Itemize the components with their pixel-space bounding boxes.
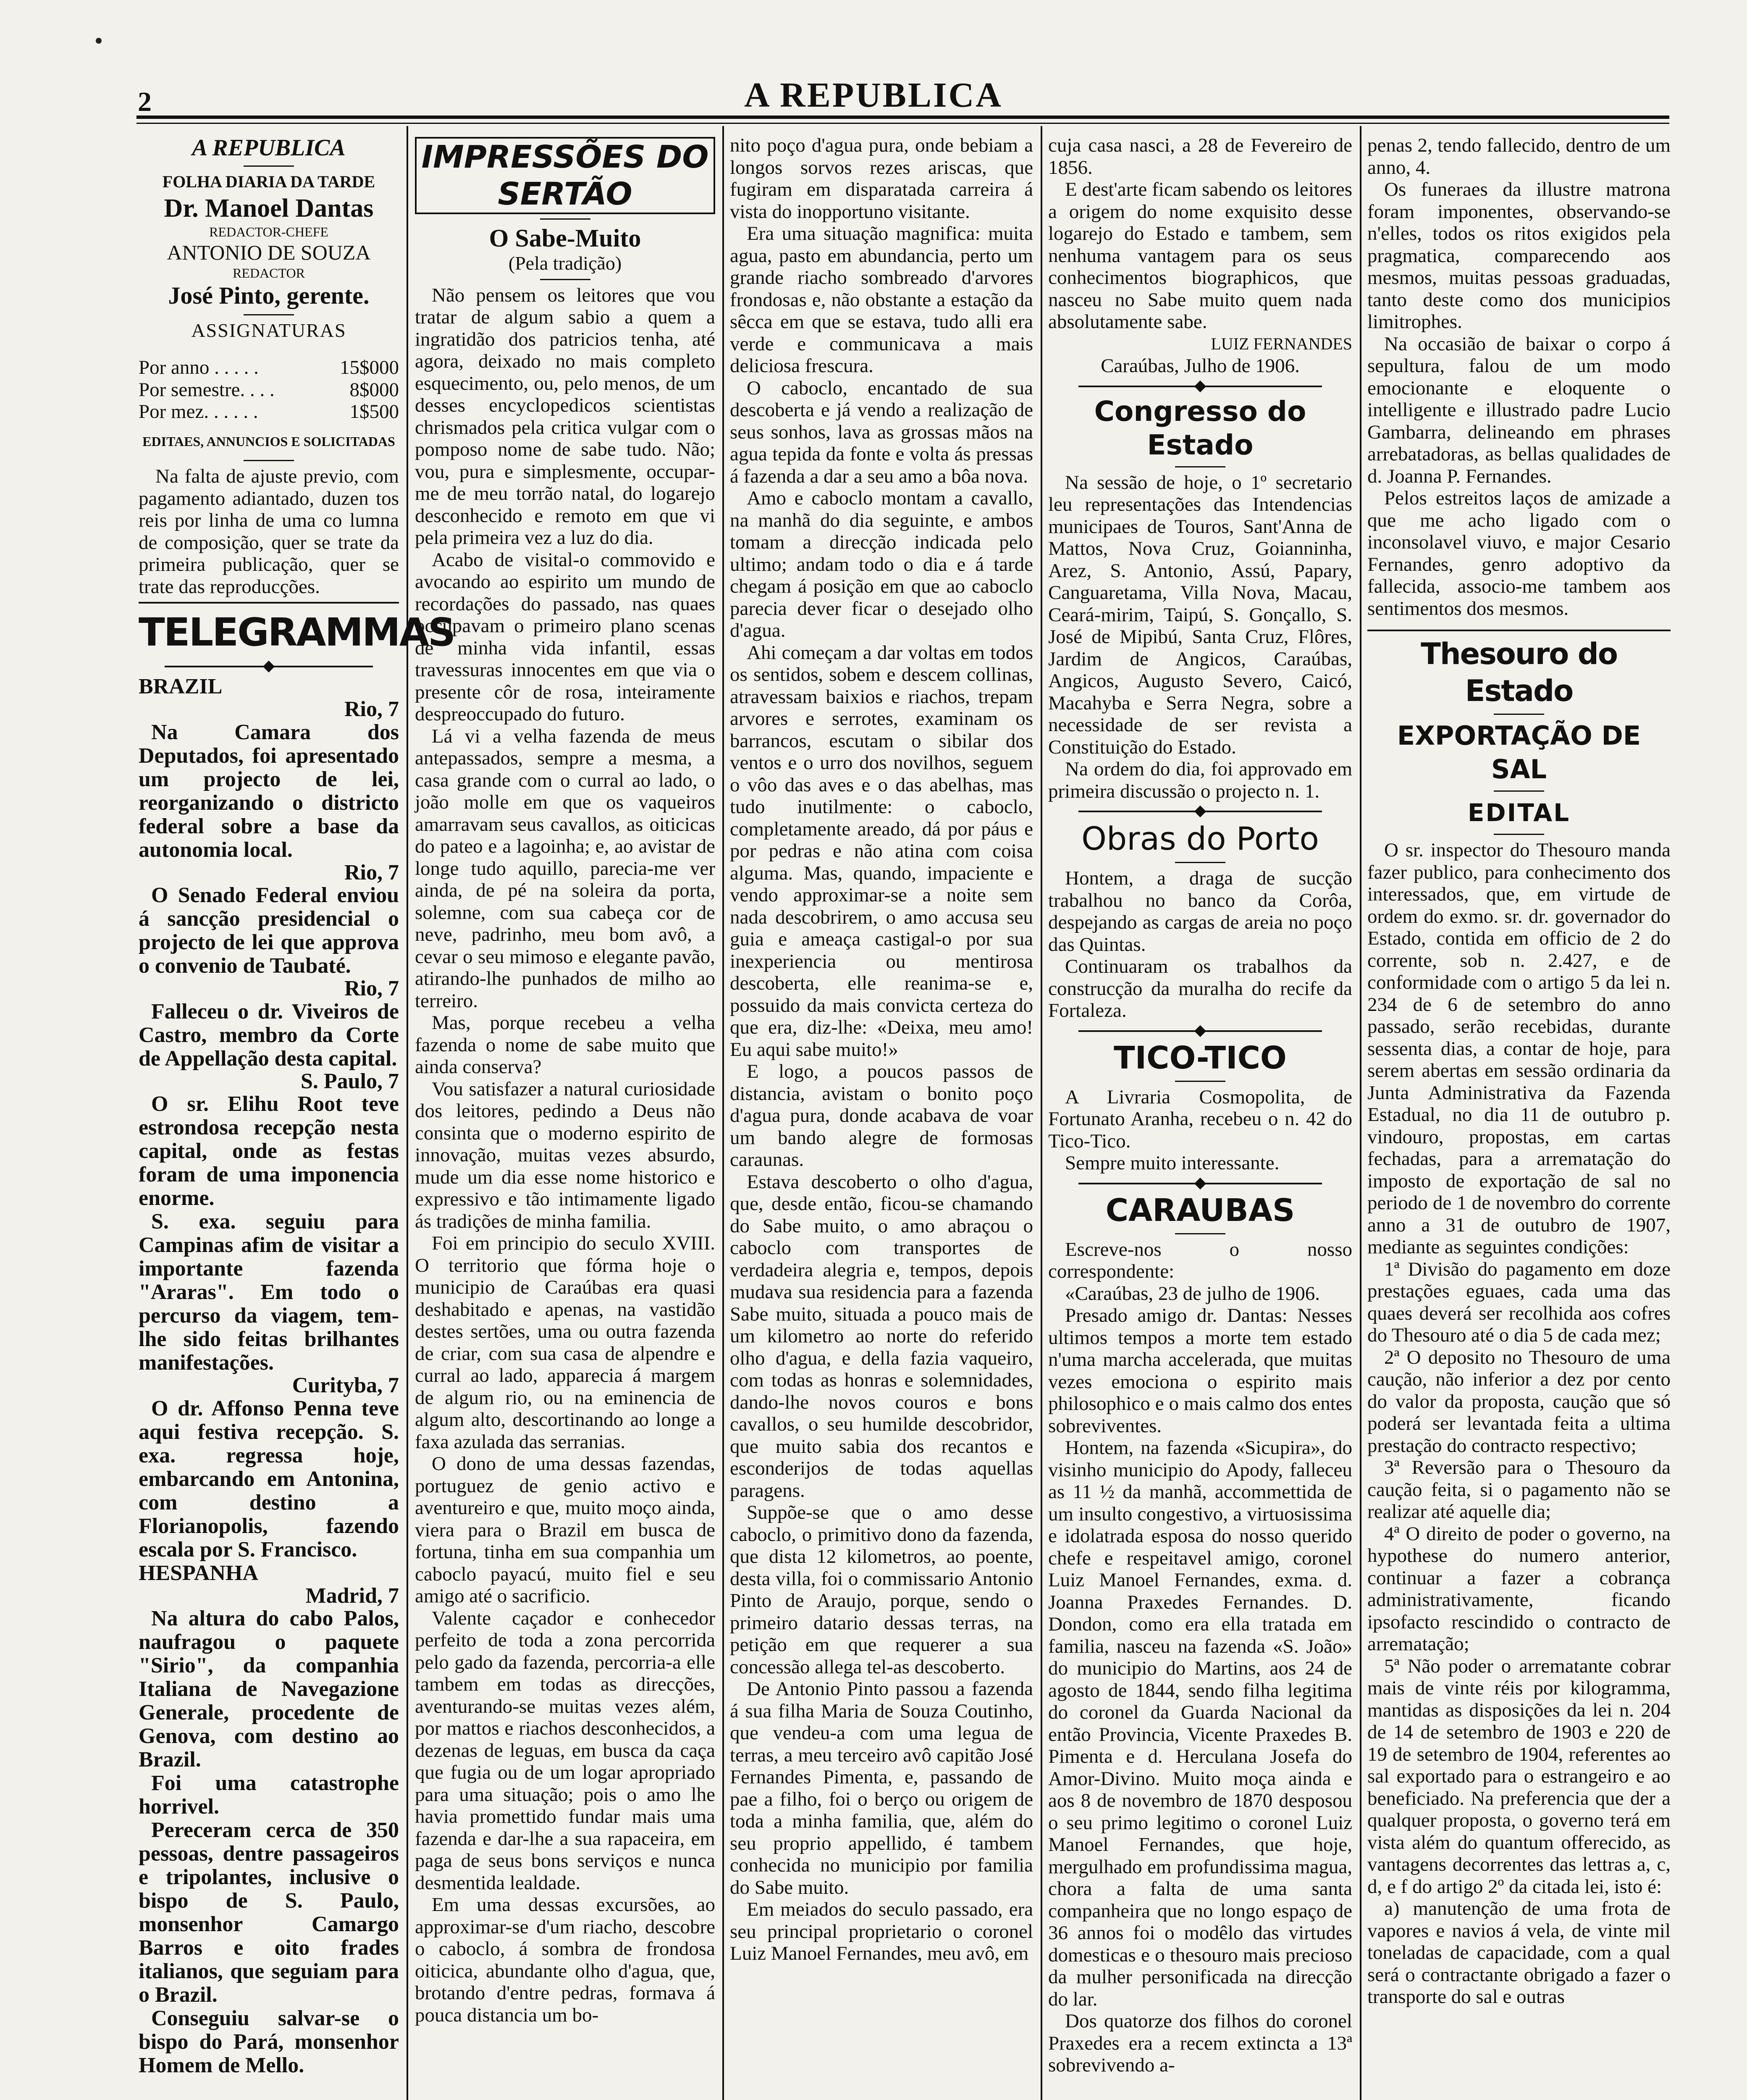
telegram-place: Curityba, 7 xyxy=(292,1373,399,1397)
paragraph: Vou satisfazer a natural curiosidade dos leitores, pedindo a Deus não consinta que o moderno espirito de innovação, muitas vezes absurdo, mude um dia esse nome historico e expressivo e tão intimamente ligado ás tradições de minha familia. xyxy=(415,1078,715,1232)
ornament-divider xyxy=(139,662,399,671)
section-head-congress: Congresso do Estado xyxy=(1094,395,1306,461)
telegram-text: Na Camara dos Deputados, foi apresentado um projecto de lei, reorganizando o districto federal sobre a base da autonomia local. xyxy=(139,720,399,862)
subscription-row xyxy=(139,379,399,401)
column-5 xyxy=(1367,134,1671,2100)
editor-role: REDACTOR xyxy=(233,265,305,281)
ornament-divider xyxy=(1048,806,1352,816)
telegram-text: S. exa. seguiu para Campinas afim de visitar a importante fazenda "Araras". Em todo o percurso da viagem, tem-lhe sido feitas brilhantes manifestações. xyxy=(139,1210,399,1375)
telegram-text: Pereceram cerca de 350 pessoas, dentre passageiros e tripolantes, inclusive o bispo de S. Paulo, monsenhor Camargo Barros e oito frades italianos, que seguiam para o Brazil. xyxy=(139,1818,399,2007)
divider xyxy=(1494,790,1544,792)
paragraph: Presado amigo dr. Dantas: Nesses ultimos tempos a morte tem estado n'uma marcha accelerada, que muitas vezes emociona o espirito mais philosophico e o mais calmo dos entes sobreviventes. xyxy=(1048,1305,1352,1437)
telegram-place: Madrid, 7 xyxy=(305,1583,399,1608)
divider xyxy=(1494,714,1544,715)
paragraph: Hontem, na fazenda «Sicupira», do visinho municipio do Apody, falleceu as 11 ½ da manhã, accommettida de um insulto congestivo, a virtuosissima e idolatrada esposa do nosso querido chefe e respeitavel amigo, coronel Luiz Manoel Fernandes, exma. d. Joanna Praxedes Fernandes. D. Dondon, como era ella tratada em familia, nasceu na fazenda «S. João» do municipio do Martins, aos 24 de agosto de 1844, sendo filha legitima do coronel da Guarda Nacional da então Provincia, Vicente Praxedes B. Pimenta e d. Herculana Josefa do Amor-Divino. Muito moça ainda e aos 8 de novembro de 1870 desposou o seu primo legitimo o coronel Luiz Manoel Fernandes, que hoje, mergulhado em profundissima magua, chora a falta de uma santa companheira que no longo espaço de 36 annos foi o modêlo das virtudes domesticas e o thesouro mais precioso da mulher personificada na direcção do lar. xyxy=(1048,1437,1352,2010)
paragraph: 5ª Não poder o arrematante cobrar mais de vinte réis por kilogramma, mantidas as disposições da lei n. 204 de 14 de setembro de 1903 e 220 de 19 de setembro de 1904, referentes ao sal exportado para o estrangeiro e ao beneficiado. Na preferencia que der a qualquer proposta, o governo terá em vista além do quantum offerecido, as vantagens decorrentes das lettras a, c, d, e f do artigo 2º da citada lei, isto é: xyxy=(1367,1655,1671,1898)
paragraph: Mas, porque recebeu a velha fazenda o nome de sabe muito que ainda conserva? xyxy=(415,1012,715,1078)
edital-head: EDITAL xyxy=(1467,798,1571,827)
column-2 xyxy=(415,134,715,2100)
place-date: Caraúbas, Julho de 1906. xyxy=(1101,355,1300,377)
subscription-price: 15$000 xyxy=(340,357,399,378)
paragraph: Não pensem os leitores que vou tratar de algum sabio a quem a ingratidão dos patricios tenha, até agora, deixado no mais completo esquecimento, ou, pelo menos, de um desses encyclopedicos scientistas chrismados pela critica vulgar com o pomposo nome de sabe tudo. Não; vou, pura e simplesmente, occupar-me de meu torrão natal, do logarejo desconhecido e remoto em que vi pela primeira vez a luz do dia. xyxy=(415,284,715,549)
paragraph: Era uma situação magnifica: muita agua, pasto em abundancia, perto um grande riacho sombreado d'arvores frondosas e, não obstante a estação da sêcca em que se estava, tudo alli era verde e communicava a mais deliciosa frescura. xyxy=(730,223,1033,377)
paragraph: O caboclo, encantado de sua descoberta e já vendo a realização de seus sonhos, lava as grossas mãos na agua tepida da fonte e volta ás pressas á fazenda a dar a seu amo a bôa nova. xyxy=(730,377,1033,487)
section-head-exportacao: EXPORTAÇÃO DE SAL xyxy=(1397,720,1641,785)
telegram-text: Falleceu o dr. Viveiros de Castro, membro da Corte de Appellação desta capital. xyxy=(139,999,399,1071)
paragraph: Amo e caboclo montam a cavallo, na manhã do dia seguinte, e ambos tomam a direcção indicada pelo ultimo; andam todo o dia e á tarde chegam á posição em que ao caboclo parecia dever ficar o desejado olho d'agua. xyxy=(730,487,1033,641)
telegrams-head: TELEGRAMMAS xyxy=(139,610,455,655)
ads-head: EDITAES, ANNUNCIOS E SOLICITADAS xyxy=(142,433,395,449)
article-title: O Sabe-Muito xyxy=(489,224,641,252)
editor-chief-role: REDACTOR-CHEFE xyxy=(209,224,328,239)
telegram-place: Rio, 7 xyxy=(344,860,399,885)
divider xyxy=(1175,862,1225,863)
paragraph: Em uma dessas excursões, ao approximar-se d'um riacho, descobre o caboclo, á sombra de frondosa oiticica, abundante olho d'agua, que, brotando d'entre pedras, formava á pouca distancia um bo- xyxy=(415,1894,715,2026)
editor-name: ANTONIO DE SOUZA xyxy=(167,240,371,264)
paragraph: cuja casa nasci, a 28 de Fevereiro de 1856. xyxy=(1048,134,1352,178)
paragraph: Foi em principio do seculo XVIII. O territorio que fórma hoje o municipio de Caraúbas era quasi deshabitado e apenas, na vastidão destes sertões, uma ou outra fazenda de criar, com sua casa de alpendre e curral ao lado, apparecia á margem de algum rio, ou na eminencia de algum alto, descortinando ao longe a faxa azulada das serranias. xyxy=(415,1232,715,1453)
paragraph: Lá vi a velha fazenda de meus antepassados, sempre a mesma, a casa grande com o curral ao lado, o joão molle em que os vaqueiros amarravam seus cavallos, as oiticicas do pateo e a lagoinha; e, ao avistar de longe tudo aquillo, parecia-me ver ainda, de pé na soleira da porta, solemne, com sua cabeça cor de neve, padrinho, meu bom avô, a cevar o seu mimoso e elegante pavão, atirando-lhe punhados de milho ao terreiro. xyxy=(415,725,715,1012)
paragraph: 2ª O deposito no Thesouro de uma caução, não inferior a dez por cento do valor da proposta, caução que só poderá ser levantada feita a ultima prestação do contracto respectivo; xyxy=(1367,1346,1671,1457)
paragraph: Continuaram os trabalhos da construcção da muralha do recife da Fortaleza. xyxy=(1048,956,1352,1021)
masthead-rule xyxy=(136,116,1669,119)
ink-dot xyxy=(96,38,102,44)
column-separator xyxy=(407,126,408,2100)
paragraph: a) manutenção de uma frota de vapores e navios á vela, de vinte mil toneladas de capacidade, com a qual será o contractante obrigado a fazer o transporte do sal e outras xyxy=(1367,1898,1671,2008)
paragraph: 4ª O direito de poder o governo, na hypothese do numero anterior, continuar a fazer a cobrança administrativamente, ficando ipsofacto rescindido o contracto de arrematação; xyxy=(1367,1522,1671,1655)
divider xyxy=(1367,630,1671,631)
telegram-place: Rio, 7 xyxy=(344,976,399,1000)
subscription-price: 8$000 xyxy=(349,378,399,401)
section-head-tico: TICO-TICO xyxy=(1114,1040,1287,1076)
editor-chief: Dr. Manoel Dantas xyxy=(164,194,374,223)
telegram-text: O Senado Federal enviou á sancção presidencial o projecto de lei que approva o convenio de Taubaté. xyxy=(139,883,399,978)
paragraph: E logo, a poucos passos de distancia, avistam o bonito poço d'agua pura, donde acabava de voar um bando alegre de formosas caraunas. xyxy=(730,1060,1033,1171)
telegram-text: Na altura do cabo Palos, naufragou o paquete "Sirio", da companhia Italiana de Navegazione Generale, procedente de Genova, com destino ao Brazil. xyxy=(139,1606,399,1772)
column-separator xyxy=(1360,126,1361,2100)
column-separator xyxy=(722,126,724,2100)
paragraph: 3ª Reversão para o Thesouro da caução feita, si o pagamento não se realizar até aquelle dia; xyxy=(1367,1457,1671,1522)
paragraph: Ahi começam a dar voltas em todos os sentidos, sobem e descem collinas, atravessam baixios e riachos, trepam arvores e serrotes, examinam os barrancos, escutam o sibilar dos ventos e o urro dos novilhos, seguem o vôo das aves e o das abelhas, mas tudo inutilmente: o caboclo, completamente areado, dá por páus e por pedras e não atina com coisa alguma. Mas, quando, impaciente e vendo approximar-se a noite sem nada descobrirem, o amo accusa seu guia e ameaça castigal-o por sua inexperiencia ou mentirosa descoberta, elle reanima-se e, possuido da mais convicta certeza do que era, diz-lhe: «Deixa, meu amo! Eu aqui sabe muito!» xyxy=(730,641,1033,1060)
paper-name: A REPUBLICA xyxy=(192,135,346,161)
subscription-label: Por semestre. . . . xyxy=(139,378,275,401)
article-head: IMPRESSÕES DO SERTÃO xyxy=(415,137,715,214)
paragraph: Pelos estreitos laços de amizade a que me acho ligado com o inconsolavel viuvo, e major Cesario Fernandes, genro adoptivo da fallecida, associo-me tambem aos sentimentos dos mesmos. xyxy=(1367,487,1671,620)
paragraph: Os funeraes da illustre matrona foram imponentes, observando-se n'elles, todos os ritos exigidos pela pragmatica, comparecendo aos mesmos, muitas pessoas graduadas, tanto deste como dos municipios limitrophes. xyxy=(1367,178,1671,333)
section-head-thesouro: Thesouro do Estado xyxy=(1421,637,1617,708)
column-separator xyxy=(1041,126,1042,2100)
column-1 xyxy=(139,134,455,2100)
paragraph: Estava descoberto o olho d'agua, que, desde então, ficou-se chamando do Sabe muito, o amo abraçou o caboclo com transportes de verdadeira alegria e, tempos, depois mudava sua residencia para a fazenda Sabe muito, situada a pouco mais de um kilometro ao norte do referido olho d'agua, e della fazia vaqueiro, com todas as honras e solemnidades, dando-lhe novos couros e bons cavallos, o seu humilde descobridor, que muito sabia dos recantos e esconderijos de todas aquellas paragens. xyxy=(730,1171,1033,1502)
ornament-divider xyxy=(1048,1026,1352,1035)
paragraph: Valente caçador e conhecedor perfeito de toda a zona percorrida pelo gado da fazenda, percorria-a elle tambem em todas as direcções, aventurando-se muitas vezes além, por mattos e riachos desconhecidos, a dezenas de leguas, em busca da caça que fugia ou de um logar apropriado para uma situação; pois o amo lhe havia promettido fundar mais uma fazenda e dar-lhe a sua rapaceira, em paga de seus bons serviços e nunca desmentida lealdade. xyxy=(415,1607,715,1894)
paper-subtitle: FOLHA DIARIA DA TARDE xyxy=(162,172,375,191)
page-number: 2 xyxy=(138,87,152,117)
ornament-divider xyxy=(1048,1179,1352,1188)
divider xyxy=(1494,834,1544,835)
paragraph: O dono de uma dessas fazendas, portuguez de genio activo e aventureiro e que, muito moço ainda, viera para o Brazil em busca de fortuna, tinha em sua companhia um caboclo payacú, muito fiel e seu amigo até o sacrificio. xyxy=(415,1453,715,1607)
paragraph: 1ª Divisão do pagamento em doze prestações eguaes, cada uma das quaes deverá ser recolhida aos cofres do Thesouro até o dia 5 de cada mez; xyxy=(1367,1258,1671,1346)
paragraph: Na occasião de baixar o corpo á sepultura, falou de um modo emocionante e eloquente o intelligente e illustrado padre Lucio Gambarra, delineando em phrases arrebatadoras, as bellas qualidades de d. Joanna P. Fernandes. xyxy=(1367,333,1671,487)
paragraph: O sr. inspector do Thesouro manda fazer publico, para conhecimento dos interessados, que, em virtude de ordem do exmo. sr. dr. governador do Estado, contida em officio de 2 do corrente, sob n. 2.427, e de conformidade com o artigo 5 da lei n. 234 de 6 de setembro do anno passado, serão recebidas, durante sessenta dias, a contar de hoje, para serem abertas em sessão ordinaria da Junta Administrativa da Fazenda Estadual, no dia 11 de outubro p. vindouro, propostas, em cartas fechadas, para a arrematação do imposto de exportação de sal no periodo de 1 de novembro do corrente anno a 31 de outubro de 1907, mediante as seguintes condições: xyxy=(1367,839,1671,1258)
paragraph: Suppõe-se que o amo desse caboclo, o primitivo dono da fazenda, que dista 12 kilometros, ao poente, desta villa, foi o commissario Antonio Pinto de Araujo, porque, sendo o primeiro datario dessas terras, na petição em que requerer a sua concessão allega tel-as descoberto. xyxy=(730,1502,1033,1678)
paragraph: Em meiados do seculo passado, era seu principal proprietario o coronel Luiz Manoel Fernandes, meu avô, em xyxy=(730,1898,1033,1964)
divider xyxy=(244,314,294,315)
divider xyxy=(540,279,590,280)
telegram-text: O sr. Elihu Root teve estrondosa recepção nesta capital, onde as festas foram de uma imponencia enorme. xyxy=(139,1092,399,1210)
paragraph: Na sessão de hoje, o 1º secretario leu representações das Intendencias municipaes de Touros, Sant'Anna de Mattos, Nova Cruz, Goianninha, Arez, S. Antonio, Assú, Papary, Canguaretama, Villa Nova, Macau, Ceará-mirim, Taipú, S. Gonçallo, S. José de Mipibú, Santa Cruz, Flôres, Jardim de Angicos, Caraúbas, Angicos, Augusto Severo, Caicó, Macahyba e Serra Negra, sobre a necessidade de ser revista a Constituição do Estado. xyxy=(1048,471,1352,758)
subscription-row xyxy=(139,357,399,379)
paragraph: A Livraria Cosmopolita, de Fortunato Aranha, recebeu o n. 42 do Tico-Tico. xyxy=(1048,1086,1352,1152)
divider xyxy=(1175,1233,1225,1234)
subscription-label: Por anno . . . . . xyxy=(139,357,259,378)
telegram-place: Rio, 7 xyxy=(344,697,399,721)
paragraph: Sempre muito interessante. xyxy=(1065,1152,1280,1174)
telegram-text: O dr. Affonso Penna teve aqui festiva recepção. S. exa. regressa hoje, embarcando em Antonina, com destino a Florianopolis, fazendo escala por S. Francisco. xyxy=(139,1396,399,1562)
section-spain: HESPANHA xyxy=(139,1561,259,1585)
divider xyxy=(139,602,399,604)
ornament-divider xyxy=(1048,381,1352,391)
signature: LUIZ FERNANDES xyxy=(1211,334,1352,353)
masthead-title: A REPUBLICA xyxy=(744,76,1003,115)
section-head-caraubas: CARAUBAS xyxy=(1105,1192,1295,1228)
column-3 xyxy=(730,134,1033,2100)
divider xyxy=(1175,1081,1225,1082)
divider xyxy=(1175,466,1225,467)
paragraph: Hontem, a draga de sucção trabalhou no banco da Corôa, despejando as cargas de areia no poço das Quintas. xyxy=(1048,867,1352,956)
subscription-label: Por mez. . . . . . xyxy=(139,401,258,423)
manager-name: José Pinto, gerente. xyxy=(168,281,370,309)
telegram-place: S. Paulo, 7 xyxy=(300,1069,399,1093)
paragraph: penas 2, tendo fallecido, dentro de um anno, 4. xyxy=(1367,134,1671,178)
paragraph: Dos quatorze dos filhos do coronel Praxedes era a recem extincta a 13ª sobrevivendo a- xyxy=(1048,2010,1352,2076)
paragraph: Acabo de visital-o commovido e avocando ao espirito um mundo de recordações do passado, nas quaes occupavam o primeiro plano scenas de minha vida infantil, essas travessuras innocentes em que via o presente côr de rosa, inteiramente despreoccupado do futuro. xyxy=(415,549,715,725)
subscriptions-title: ASSIGNATURAS xyxy=(191,319,346,341)
paragraph: nito poço d'agua pura, onde bebiam a longos sorvos rezes ariscas, que fugiram em disparatada carreira á vista do inopportuno visitante. xyxy=(730,134,1033,223)
divider xyxy=(244,165,294,167)
ads-text: Na falta de ajuste previo, com pagamento adiantado, duzen tos reis por linha de uma co lumna de composição, quer se trate da primeira publicação, quer se trate das reproducções. xyxy=(139,465,399,598)
paragraph: Escreve-nos o nosso correspondente: xyxy=(1048,1238,1352,1282)
subscription-row xyxy=(139,401,399,423)
section-head-porto: Obras do Porto xyxy=(1081,820,1319,857)
article-subtitle: (Pela tradição) xyxy=(508,252,622,274)
paragraph: «Caraúbas, 23 de julho de 1906. xyxy=(1065,1282,1320,1305)
section-brazil: BRAZIL xyxy=(139,675,223,698)
paragraph: E dest'arte ficam sabendo os leitores a origem do nome exquisito desse logarejo do Estado e tambem, sem nenhuma vantagem para os seus conhecimentos biographicos, que nasceu no Sabe muito quem nada absolutamente sabe. xyxy=(1048,178,1352,333)
divider xyxy=(244,460,294,461)
subscription-price: 1$500 xyxy=(349,401,399,423)
telegram-text: Foi uma catastrophe horrivel. xyxy=(139,1771,399,1819)
column-4 xyxy=(1048,134,1352,2100)
divider xyxy=(540,218,590,220)
paragraph: Na ordem do dia, foi approvado em primeira discussão o projecto n. 1. xyxy=(1048,758,1352,802)
telegram-text: Conseguiu salvar-se o bispo do Pará, monsenhor Homem de Mello. xyxy=(139,2006,399,2077)
paragraph: De Antonio Pinto passou a fazenda á sua filha Maria de Souza Coutinho, que vendeu-a com uma legua de terras, a meu terceiro avô capitão José Fernandes Pimenta, e, passando de pae a filho, foi o berço ou origem de toda a minha familia, que, além do seu proprio appellido, é tambem conhecida no municipio por familia do Sabe muito. xyxy=(730,1678,1033,1898)
masthead-rule-thin xyxy=(136,123,1669,124)
